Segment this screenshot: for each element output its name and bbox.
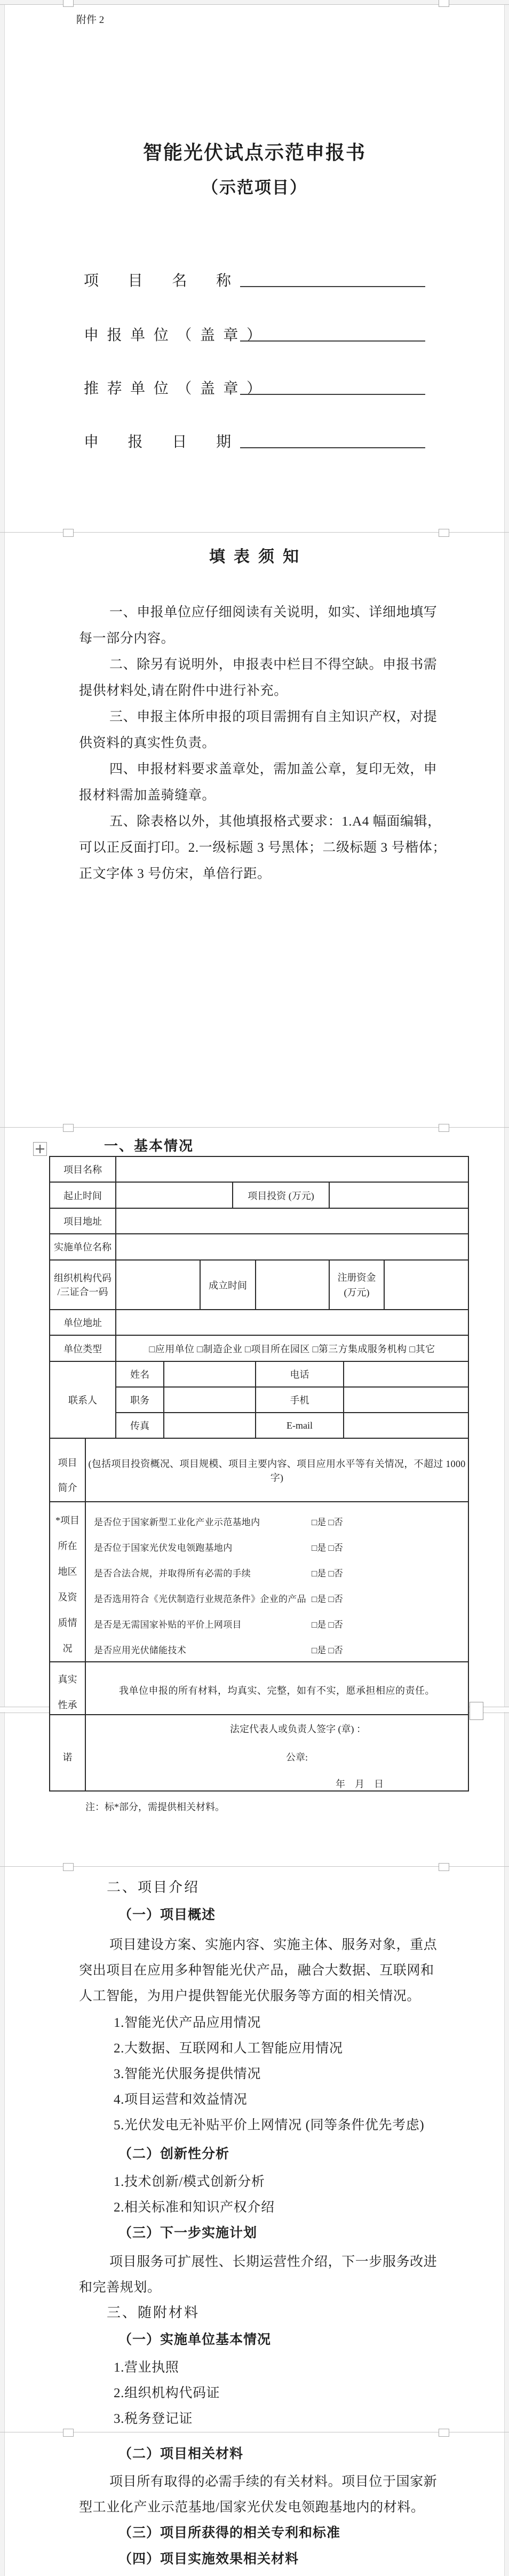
paragraph-line: 型工业化产业示范基地/国家光伏发电领跑基地内的材料。 xyxy=(79,2500,425,2515)
region-question: 是否选用符合《光伏制造行业规范条件》企业的产品 xyxy=(94,1594,306,1604)
instruction-line: 三、申报主体所申报的项目需拥有自主知识产权，对提 xyxy=(109,710,438,724)
cell-region-label xyxy=(50,1502,85,1662)
subheading-project-materials: （二）项目相关材料 xyxy=(118,2446,244,2461)
region-item xyxy=(86,1508,468,1533)
list-item: 3.税务登记证 xyxy=(114,2412,193,2426)
cell-brief-content[interactable]: (包括项目投资概况、项目规模、项目主要内容、项目应用水平等有关情况，不超过 1000 字) xyxy=(85,1438,468,1502)
list-item: 1.智能光伏产品应用情况 xyxy=(114,2016,261,2030)
brief-label-line2: 简介 xyxy=(58,1483,77,1493)
table-resize-handle[interactable] xyxy=(470,1702,483,1720)
crop-mark xyxy=(63,1124,74,1132)
signature-line: 法定代表人或负责人签字 (章) ： xyxy=(230,1724,366,1734)
cell-capital-label xyxy=(329,1260,384,1310)
instruction-line: 供资料的真实性负责。 xyxy=(79,736,216,750)
cell-contact-label: 联系人 xyxy=(50,1361,116,1438)
cell-unit-address-label: 单位地址 xyxy=(50,1310,116,1335)
promise-label-line: 真实 xyxy=(58,1674,77,1685)
field-label-recommending-unit: 推荐单位（盖章） xyxy=(84,380,261,395)
table-row xyxy=(50,1234,468,1260)
brief-label-line1: 项目 xyxy=(58,1457,77,1468)
field-label-applicant-unit: 申报单位（盖章） xyxy=(84,327,261,342)
table-row xyxy=(50,1502,468,1662)
field-label-application-date: 申报日期 xyxy=(84,433,231,448)
cell-founded-value[interactable] xyxy=(256,1260,329,1310)
instruction-line: 二、除另有说明外，申报表中栏目不得空缺。申报书需 xyxy=(109,657,438,672)
cell-investment-label: 项目投资 (万元) xyxy=(233,1182,329,1208)
list-item: 3.智能光伏服务提供情况 xyxy=(114,2067,261,2081)
cell-capital-value[interactable] xyxy=(384,1260,468,1310)
move-cross-icon xyxy=(36,1148,44,1150)
list-item: 2.组织机构代码证 xyxy=(114,2386,220,2400)
section-heading-attached-materials: 三、随附材料 xyxy=(107,2305,200,2320)
region-question: 是否合法合规，并取得所有必需的手续 xyxy=(94,1568,251,1579)
org-code-label-line1: 组织机构代码 xyxy=(54,1272,112,1283)
cell-founded-label: 成立时间 xyxy=(200,1260,256,1310)
region-label-line: *项目 xyxy=(55,1515,79,1526)
region-label-line: 地区 xyxy=(58,1566,77,1577)
section-heading-project-intro: 二、项目介绍 xyxy=(107,1880,200,1895)
yes-no-checkboxes[interactable]: □是 □否 xyxy=(312,1568,343,1579)
field-label-project-name: 项目名称 xyxy=(84,272,231,287)
official-seal-line: 公章: xyxy=(286,1752,308,1763)
document-title: 智能光伏试点示范申报书 xyxy=(142,141,366,163)
cell-org-code-label xyxy=(50,1260,116,1310)
cell-org-code-value[interactable] xyxy=(116,1260,200,1310)
crop-mark xyxy=(439,0,449,7)
page-separator xyxy=(0,1127,509,1128)
cell-investment-value[interactable] xyxy=(329,1182,468,1208)
cell-contact-phone-label: 电话 xyxy=(256,1361,344,1387)
basic-info-table xyxy=(49,1156,469,1719)
table-row xyxy=(50,1438,468,1502)
cell-contact-title-label: 职务 xyxy=(116,1387,164,1413)
subheading-project-overview: （一）项目概述 xyxy=(118,1907,216,1922)
yes-no-checkboxes[interactable]: □是 □否 xyxy=(312,1543,343,1553)
field-underline-project-name xyxy=(240,286,425,287)
region-question: 是否应用光伏储能技术 xyxy=(94,1645,186,1655)
crop-mark xyxy=(63,0,74,7)
cell-project-name-value[interactable] xyxy=(116,1156,468,1182)
cell-project-address-value[interactable] xyxy=(116,1208,468,1234)
cell-unit-type-options[interactable]: □应用单位 □制造企业 □项目所在园区 □第三方集成服务机构 □其它 xyxy=(116,1335,468,1361)
instruction-line: 五、除表格以外，其他填报格式要求：1.A4 幅面编辑， xyxy=(109,814,441,829)
table-row xyxy=(50,1260,468,1310)
list-item: 1.营业执照 xyxy=(114,2360,179,2375)
cell-contact-phone-value[interactable] xyxy=(344,1361,468,1387)
cell-contact-fax-label: 传真 xyxy=(116,1413,164,1438)
table-move-handle[interactable] xyxy=(33,1142,47,1156)
section-heading-basic-info: 一、基本情况 xyxy=(104,1138,194,1154)
region-item xyxy=(86,1584,468,1610)
table-row xyxy=(50,1662,468,1718)
instruction-line: 每一部分内容。 xyxy=(79,631,175,646)
instruction-line: 正文字体 3 号仿宋，单倍行距。 xyxy=(79,867,271,881)
paragraph-line: 人工智能，为用户提供智能光伏服务等方面的相关情况。 xyxy=(79,1989,421,2003)
table-row xyxy=(50,1310,468,1335)
crop-mark xyxy=(439,1124,449,1132)
cell-implementer-value[interactable] xyxy=(116,1234,468,1260)
list-item: 2.相关标准和知识产权介绍 xyxy=(114,2200,275,2215)
instruction-line: 可以正反面打印。2.一级标题 3 号黑体；二级标题 3 号楷体； xyxy=(79,841,446,855)
yes-no-checkboxes[interactable]: □是 □否 xyxy=(312,1594,343,1604)
yes-no-checkboxes[interactable]: □是 □否 xyxy=(312,1620,343,1630)
list-item: 1.技术创新/模式创新分析 xyxy=(114,2175,265,2189)
date-line: 年 月 日 xyxy=(336,1779,384,1789)
cell-region-items xyxy=(85,1502,468,1662)
table-row xyxy=(50,1208,468,1234)
cell-project-name-label: 项目名称 xyxy=(50,1156,116,1182)
cell-duration-value[interactable] xyxy=(116,1182,233,1208)
instructions-heading: 填表须知 xyxy=(209,548,307,566)
cell-promise-label-part2: 诺 xyxy=(50,1715,85,1791)
paragraph-line: 项目建设方案、实施内容、实施主体、服务对象，重点 xyxy=(109,1938,438,1952)
region-item xyxy=(86,1636,468,1661)
table-row xyxy=(50,1182,468,1208)
subheading-next-step-plan: （三）下一步实施计划 xyxy=(118,2225,258,2240)
cell-promise-statement: 我单位申报的所有材料，均真实、完整，如有不实，愿承担相应的责任。 xyxy=(85,1662,468,1718)
page-separator xyxy=(0,1866,509,1867)
cell-contact-mobile-label: 手机 xyxy=(256,1387,344,1413)
region-question: 是否是无需国家补贴的平价上网项目 xyxy=(94,1620,242,1630)
field-underline-applicant-unit xyxy=(240,340,425,342)
table-row xyxy=(50,1715,468,1791)
subheading-innovation-analysis: （二）创新性分析 xyxy=(118,2146,230,2161)
cell-promise-label-part1 xyxy=(50,1662,85,1718)
yes-no-checkboxes[interactable]: □是 □否 xyxy=(312,1645,343,1655)
field-underline-application-date xyxy=(240,447,425,448)
cell-contact-title-value[interactable] xyxy=(164,1387,256,1413)
instruction-line: 提供材料处,请在附件中进行补充。 xyxy=(79,684,288,698)
paragraph-line: 和完善规划。 xyxy=(79,2280,161,2295)
cell-duration-label: 起止时间 xyxy=(50,1182,116,1208)
cell-contact-mobile-value[interactable] xyxy=(344,1387,468,1413)
instruction-line: 报材料需加盖骑缝章。 xyxy=(79,788,216,803)
promise-label-line: 性承 xyxy=(58,1700,77,1710)
org-code-label-line2: /三证合一码 xyxy=(57,1286,108,1297)
instruction-line: 四、申报材料要求盖章处，需加盖公章，复印无效，申 xyxy=(109,762,438,776)
crop-mark xyxy=(439,2429,449,2437)
subheading-patents-standards: （三）项目所获得的相关专利和标准 xyxy=(118,2525,341,2540)
cell-project-address-label: 项目地址 xyxy=(50,1208,116,1234)
cell-brief-label xyxy=(50,1438,85,1502)
instruction-line: 一、申报单位应仔细阅读有关说明，如实、详细地填写 xyxy=(109,605,438,620)
crop-mark xyxy=(439,529,449,537)
cell-signature-area[interactable] xyxy=(85,1715,468,1791)
cell-implementer-label: 实施单位名称 xyxy=(50,1234,116,1260)
region-label-line: 所在 xyxy=(58,1541,77,1551)
region-label-line: 况 xyxy=(62,1643,73,1654)
subheading-unit-basic-info: （一）实施单位基本情况 xyxy=(118,2332,272,2347)
crop-mark xyxy=(63,1863,74,1871)
attachment-label: 附件 2 xyxy=(76,14,105,26)
region-question: 是否位于国家光伏发电领跑基地内 xyxy=(94,1543,233,1553)
yes-no-checkboxes[interactable]: □是 □否 xyxy=(312,1517,343,1527)
page-top-edge xyxy=(0,4,509,5)
cell-contact-name-label: 姓名 xyxy=(116,1361,164,1387)
crop-mark xyxy=(63,2429,74,2437)
field-underline-recommending-unit xyxy=(240,393,425,395)
region-item xyxy=(86,1559,468,1584)
region-label-line: 质情 xyxy=(58,1618,77,1628)
table-row xyxy=(50,1156,468,1182)
table-footnote: 注：标*部分，需提供相关材料。 xyxy=(85,1802,225,1812)
cell-contact-email-value[interactable] xyxy=(344,1413,468,1438)
crop-mark xyxy=(439,1863,449,1871)
table-row xyxy=(50,1335,468,1361)
capital-label-line1: 注册资金 xyxy=(337,1272,376,1283)
crop-mark xyxy=(63,529,74,537)
cell-unit-type-label: 单位类型 xyxy=(50,1335,116,1361)
page-separator xyxy=(0,532,509,533)
list-item: 5.光伏发电无补贴平价上网情况 (同等条件优先考虑) xyxy=(114,2118,425,2133)
paragraph-line: 项目所有取得的必需手续的有关材料。项目位于国家新 xyxy=(109,2475,438,2489)
document-subtitle: （示范项目） xyxy=(202,178,307,197)
region-item xyxy=(86,1610,468,1636)
cell-contact-email-label: E-mail xyxy=(256,1413,344,1438)
paragraph-line: 项目服务可扩展性、长期运营性介绍，下一步服务改进 xyxy=(109,2255,438,2269)
cell-contact-name-value[interactable] xyxy=(164,1361,256,1387)
region-item xyxy=(86,1533,468,1559)
region-label-line: 及资 xyxy=(58,1592,77,1603)
basic-info-table-continued xyxy=(49,1714,469,1792)
region-question: 是否位于国家新型工业化产业示范基地内 xyxy=(94,1517,260,1527)
list-item: 4.项目运营和效益情况 xyxy=(114,2092,248,2107)
cell-contact-fax-value[interactable] xyxy=(164,1413,256,1438)
cell-unit-address-value[interactable] xyxy=(116,1310,468,1335)
list-item: 2.大数据、互联网和人工智能应用情况 xyxy=(114,2041,343,2056)
paragraph-line: 突出项目在应用多种智能光伏产品，融合大数据、互联网和 xyxy=(79,1963,434,1978)
capital-label-line2: (万元) xyxy=(344,1287,370,1298)
table-row xyxy=(50,1361,468,1387)
subheading-implementation-results: （四）项目实施效果相关材料 xyxy=(118,2551,299,2566)
